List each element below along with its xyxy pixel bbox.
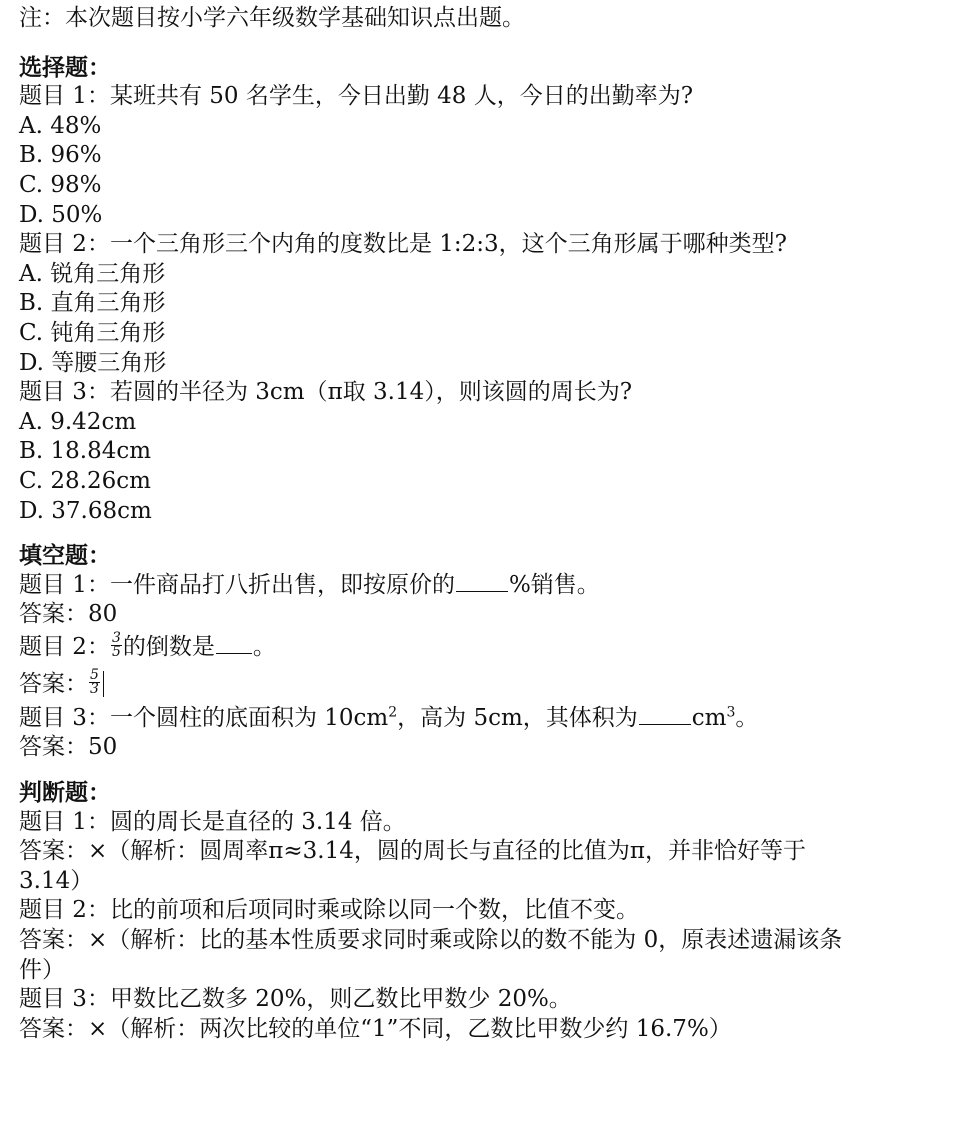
- fraction-numerator: 5: [90, 667, 99, 684]
- choice-q3-option-a: A. 9.42cm: [19, 408, 137, 435]
- choice-q1-option-c: C. 98%: [19, 171, 102, 198]
- answer-blank: [639, 706, 691, 725]
- fill-q3-prompt-end: 。: [735, 704, 759, 731]
- choice-q3-option-c: C. 28.26cm: [19, 467, 151, 494]
- fill-q1-prompt: [19, 571, 972, 601]
- fraction-numerator: 3: [111, 630, 121, 647]
- fill-q3-prompt: [19, 704, 972, 734]
- choice-q2-option-d: D. 等腰三角形: [19, 349, 167, 376]
- choice-q3-prompt: 题目 3：若圆的半径为 3cm（π取 3.14），则该圆的周长为?: [19, 379, 633, 406]
- fill-q3-prompt-before: 题目 3：一个圆柱的底面积为 10cm: [19, 704, 389, 731]
- choice-q3-option-d: D. 37.68cm: [19, 497, 152, 524]
- superscript-three: 3: [726, 704, 736, 721]
- judge-q3-answer-line1: 答案：×（解析：两次比较的单位“1”不同，乙数比甲数少约 16.7%）: [19, 1015, 732, 1042]
- judge-q1-answer-line2: 3.14）: [19, 867, 94, 894]
- fill-q2-answer: [19, 664, 972, 704]
- choice-q3-option-b: B. 18.84cm: [19, 438, 152, 465]
- judge-q2-prompt: 题目 2：比的前项和后项同时乘或除以同一个数，比值不变。: [19, 897, 639, 924]
- fill-heading: 填空题：: [19, 542, 111, 570]
- choice-q2-option-b: B. 直角三角形: [19, 290, 166, 317]
- choice-heading: 选择题：: [19, 53, 111, 81]
- choice-q1-option-a: A. 48%: [19, 112, 102, 139]
- fill-q2-answer-label: 答案：: [19, 670, 88, 697]
- fill-q1-answer: 答案：80: [19, 601, 118, 628]
- choice-q2-option-a: A. 锐角三角形: [19, 260, 166, 287]
- fill-q2-prompt-before: 题目 2：: [19, 633, 110, 660]
- fraction-three-fifths: [111, 632, 122, 659]
- text-cursor: [103, 671, 104, 697]
- fill-q2-prompt-end: 。: [252, 633, 276, 660]
- note-text: 注：本次题目按小学六年级数学基础知识点出题。: [19, 5, 525, 31]
- choice-q1-prompt: 题目 1：某班共有 50 名学生，今日出勤 48 人，今日的出勤率为?: [19, 83, 694, 110]
- superscript-two: 2: [388, 704, 398, 721]
- fill-q1-prompt-after: %销售。: [508, 571, 600, 598]
- choice-q1-option-b: B. 96%: [19, 142, 102, 169]
- fill-q3-unit: cm: [691, 704, 727, 731]
- judge-q1-prompt: 题目 1：圆的周长是直径的 3.14 倍。: [19, 808, 406, 835]
- judge-q3-prompt: 题目 3：甲数比乙数多 20%，则乙数比甲数少 20%。: [19, 986, 572, 1013]
- fill-q3-prompt-mid: ，高为 5cm，其体积为: [397, 704, 638, 731]
- fill-q1-prompt-before: 题目 1：一件商品打八折出售，即按原价的: [19, 571, 455, 598]
- choice-q2-prompt: 题目 2：一个三角形三个内角的度数比是 1:2:3，这个三角形属于哪种类型?: [19, 231, 787, 258]
- fill-q3-answer: 答案：50: [19, 734, 118, 761]
- fraction-denominator: 5: [111, 644, 121, 661]
- judge-q2-answer-line2: 件）: [19, 956, 65, 983]
- answer-blank: [216, 635, 252, 654]
- fill-q2-prompt-after: 的倒数是: [122, 633, 215, 660]
- choice-q2-option-c: C. 钝角三角形: [19, 319, 166, 346]
- fraction-denominator: 3: [90, 681, 99, 698]
- judge-q1-answer-line1: 答案：×（解析：圆周率π≈3.14，圆的周长与直径的比值为π，并非恰好等于: [19, 838, 806, 865]
- fill-q2-prompt: [19, 630, 972, 664]
- judge-q2-answer-line1: 答案：×（解析：比的基本性质要求同时乘或除以的数不能为 0，原表述遗漏该条: [19, 927, 843, 954]
- fraction-five-thirds: [89, 669, 100, 696]
- judge-heading: 判断题：: [19, 779, 111, 807]
- choice-q1-option-d: D. 50%: [19, 201, 103, 228]
- answer-blank: [456, 573, 508, 592]
